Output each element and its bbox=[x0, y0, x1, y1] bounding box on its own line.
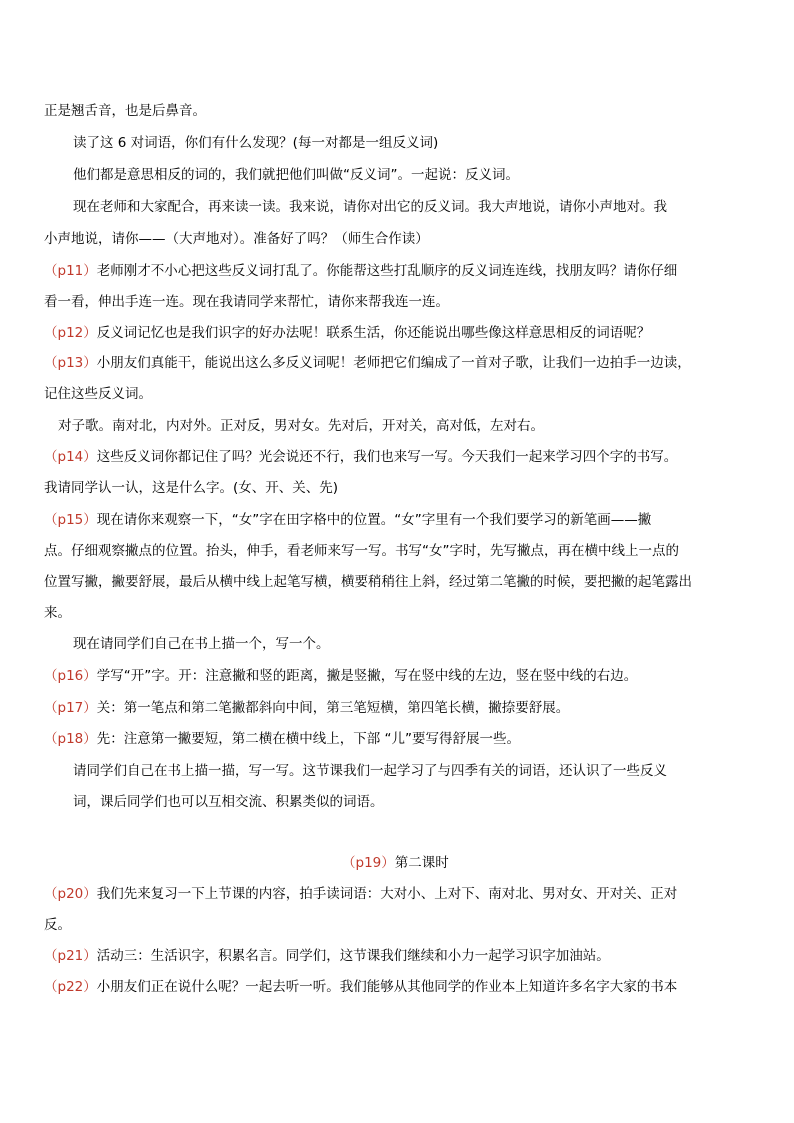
line-text: 现在请你来观察一下，“女”字在田字格中的位置。“女”字里有一个我们要学习的新笔画——撇 bbox=[96, 512, 652, 528]
paragraph-line bbox=[44, 884, 677, 904]
paragraph-line bbox=[44, 977, 677, 997]
page-ref-marker: （p17） bbox=[44, 700, 97, 716]
line-text: 记住这些反义词。 bbox=[44, 386, 152, 402]
page-ref-marker: （p18） bbox=[44, 731, 97, 747]
section-heading bbox=[342, 853, 449, 873]
paragraph-line bbox=[44, 698, 569, 718]
page-ref-marker: （p15） bbox=[44, 512, 97, 528]
page-ref-marker: （p13） bbox=[44, 355, 97, 371]
paragraph-line bbox=[44, 572, 692, 592]
paragraph-line bbox=[44, 478, 338, 498]
paragraph-line bbox=[73, 133, 438, 153]
paragraph-line bbox=[44, 229, 429, 249]
line-text: 小声地说，请你——（大声地对）。准备好了吗？（师生合作读） bbox=[44, 231, 429, 247]
paragraph-line bbox=[44, 353, 691, 373]
line-text: 小朋友们真能干，能说出这么多反义词呢！老师把它们编成了一首对子歌，让我们一边拍手一边读， bbox=[96, 355, 691, 371]
paragraph-line bbox=[44, 915, 71, 935]
page-ref-marker: （p11） bbox=[44, 263, 97, 279]
line-text: 看一看，伸出手连一连。现在我请同学来帮忙，请你来帮我连一连。 bbox=[44, 294, 449, 310]
page-ref-marker: （p19） bbox=[342, 855, 395, 871]
paragraph-line bbox=[44, 323, 650, 343]
page-ref-marker: （p14） bbox=[44, 449, 97, 465]
line-text: 学写“开”字。开：注意撇和竖的距离，撇是竖撇，写在竖中线的左边，竖在竖中线的右边。 bbox=[96, 668, 638, 684]
paragraph-line bbox=[58, 416, 544, 436]
heading-text: 第二课时 bbox=[394, 855, 449, 871]
paragraph-line bbox=[73, 634, 330, 654]
line-text: 读了这 6 对词语，你们有什么发现？(每一对都是一组反义词) bbox=[73, 135, 439, 151]
line-text: 小朋友们正在说什么呢？一起去听一听。我们能够从其他同学的作业本上知道许多名字大家的书本 bbox=[96, 979, 678, 995]
paragraph-line bbox=[44, 292, 449, 312]
line-text: 对子歌。南对北，内对外。正对反，男对女。先对后，开对关，高对低，左对右。 bbox=[58, 418, 544, 434]
line-text: 反。 bbox=[44, 917, 71, 933]
line-text: 正是翘舌音，也是后鼻音。 bbox=[44, 103, 206, 119]
line-text: 位置写撇，撇要舒展，最后从横中线上起笔写横，横要稍稍往上斜，经过第二笔撇的时候，要把撇的起笔露出 bbox=[44, 574, 692, 590]
paragraph-line bbox=[73, 197, 667, 217]
line-text: 他们都是意思相反的词的，我们就把他们叫做“反义词”。一起说：反义词。 bbox=[73, 167, 519, 183]
page-ref-marker: （p22） bbox=[44, 979, 97, 995]
line-text: 词，课后同学们也可以互相交流、积累类似的词语。 bbox=[73, 794, 384, 810]
line-text: 我请同学认一认，这是什么字。(女、开、关、先) bbox=[44, 480, 339, 496]
paragraph-line bbox=[44, 541, 679, 561]
paragraph-line bbox=[44, 729, 520, 749]
line-text: 现在老师和大家配合，再来读一读。我来说，请你对出它的反义词。我大声地说，请你小声地对。我 bbox=[73, 199, 667, 215]
page-ref-marker: （p16） bbox=[44, 668, 97, 684]
line-text: 关：第一笔点和第二笔撇都斜向中间，第三笔短横，第四笔长横，撇捺要舒展。 bbox=[96, 700, 570, 716]
line-text: 这些反义词你都记住了吗？光会说还不行，我们也来写一写。今天我们一起来学习四个字的书写。 bbox=[96, 449, 678, 465]
line-text: 点。仔细观察撇点的位置。抬头，伸手，看老师来写一写。书写“女”字时，先写撇点，再在横中线上一点的 bbox=[44, 543, 679, 559]
page-ref-marker: （p21） bbox=[44, 948, 97, 964]
line-text: 请同学们自己在书上描一描，写一写。这节课我们一起学习了与四季有关的词语，还认识了一些反义 bbox=[73, 763, 667, 779]
line-text: 现在请同学们自己在书上描一个，写一个。 bbox=[73, 636, 330, 652]
paragraph-line bbox=[44, 510, 651, 530]
page-ref-marker: （p20） bbox=[44, 886, 97, 902]
paragraph-line bbox=[73, 792, 384, 812]
paragraph-line bbox=[44, 946, 610, 966]
paragraph-line bbox=[44, 447, 677, 467]
line-text: 我们先来复习一下上节课的内容，拍手读词语：大对小、上对下、南对北、男对女、开对关、正对 bbox=[96, 886, 678, 902]
line-text: 活动三：生活识字，积累名言。同学们，这节课我们继续和小力一起学习识字加油站。 bbox=[96, 948, 610, 964]
paragraph-line bbox=[73, 165, 519, 185]
line-text: 来。 bbox=[44, 605, 71, 621]
paragraph-line bbox=[44, 666, 637, 686]
paragraph-line bbox=[44, 603, 71, 623]
paragraph-line bbox=[44, 101, 206, 121]
paragraph-line bbox=[73, 761, 667, 781]
line-text: 反义词记忆也是我们识字的好办法呢！联系生活，你还能说出哪些像这样意思相反的词语呢？ bbox=[96, 325, 651, 341]
line-text: 老师刚才不小心把这些反义词打乱了。你能帮这些打乱顺序的反义词连连线，找朋友吗？请你仔细 bbox=[96, 263, 678, 279]
page-ref-marker: （p12） bbox=[44, 325, 97, 341]
paragraph-line bbox=[44, 384, 152, 404]
paragraph-line bbox=[44, 261, 677, 281]
line-text: 先：注意第一撇要短，第二横在横中线上，下部 “儿”要写得舒展一些。 bbox=[96, 731, 521, 747]
